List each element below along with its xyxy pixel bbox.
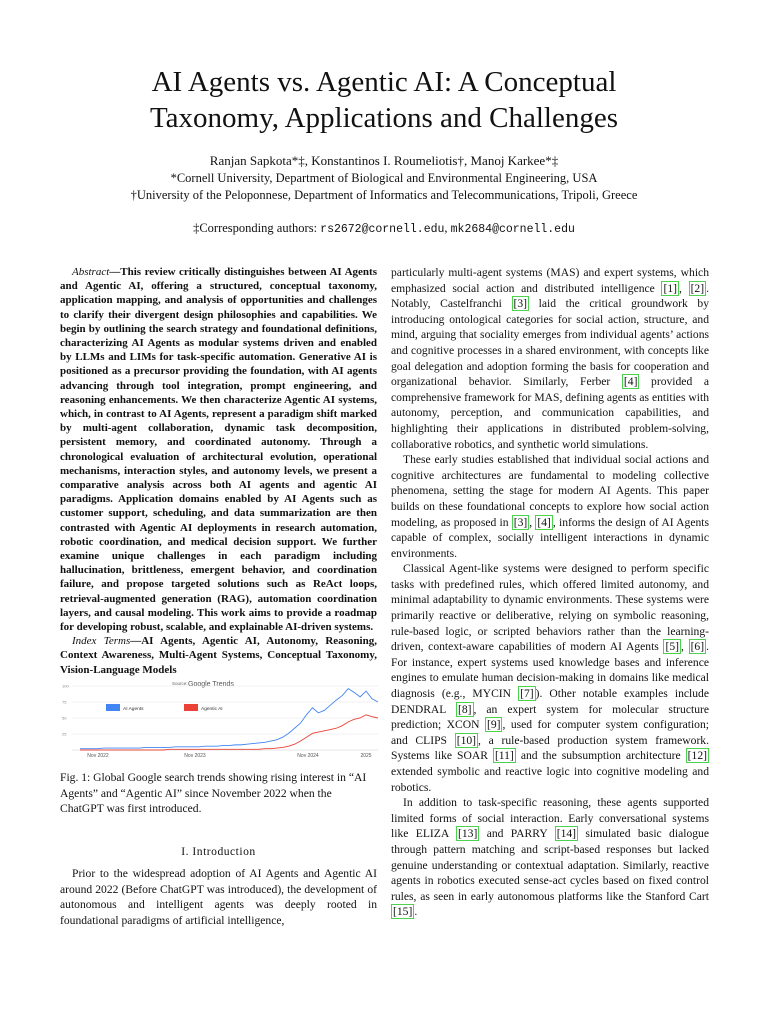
- abstract: [60, 265, 377, 634]
- paper-title: [0, 64, 768, 136]
- citation-link[interactable]: [6]: [690, 640, 705, 654]
- corresponding-authors: [0, 220, 768, 238]
- abstract-text: —This review critically distinguishes between AI Agents and Agentic AI, offering a structured, conceptual taxonomy, application mapping, and analysis of opportunities and challenges to clarify their divergent design philosophies and capabilities. We begin by outlining the search strategy and foundational definitions, characterizing AI Agents as modular systems driven and enabled by LLMs and LIMs for task-specific automation. Generative AI is positioned as a precursor providing the foundation, with AI agents advancing through tool integration, prompt engineering, and reasoning enhancements. We then characterize Agentic AI systems, which, in contrast to AI Agents, represent a paradigm shift marked by multi-agent collaboration, dynamic task decomposition, persistent memory, and coordinated autonomy. Through a chronological evaluation of architectural evolution, operational mechanisms, interaction styles, and autonomy levels, we present a comparative analysis across both AI agents and agentic AI paradigms. Application domains enabled by AI Agents such as customer support, scheduling, and data summarization are then contrasted with Agentic AI deployments in research automation, robotic coordination, and medical decision support. We further examine unique challenges in each paradigm including hallucination, brittleness, emergent behavior, and coordination failure, and propose targeted solutions such as ReAct loops, retrieval-augmented generation (RAG), automation coordination layers, and causal modeling. This work aims to provide a roadmap for developing robust, scalable, and explainable AI-driven systems.: [60, 266, 377, 634]
- legend-label: Agentic AI: [201, 707, 223, 712]
- x-tick-label: 2025: [360, 753, 372, 759]
- introduction-text: [60, 866, 377, 928]
- citation-link[interactable]: [3]: [513, 515, 528, 529]
- corresponding-label: ‡Corresponding authors:: [193, 221, 321, 235]
- citation-link[interactable]: [10]: [456, 733, 477, 747]
- email-separator: ,: [444, 221, 451, 235]
- google-trends-logo: Google Trends: [188, 681, 234, 688]
- author-list: Ranjan Sapkota*‡, Konstantinos I. Roumeliotis†, Manoj Karkee*‡: [209, 153, 559, 168]
- title-line-1: AI Agents vs. Agentic AI: A Conceptual: [151, 66, 617, 98]
- citation-link[interactable]: [11]: [494, 749, 514, 763]
- y-tick-label: 50: [62, 715, 67, 721]
- citation-link[interactable]: [4]: [623, 375, 638, 389]
- series-line: [80, 689, 378, 749]
- chart-legend: [106, 704, 223, 712]
- citation-link[interactable]: [14]: [556, 827, 577, 841]
- series-line: [80, 715, 378, 750]
- citation-link[interactable]: [15]: [393, 905, 413, 919]
- citation-link[interactable]: [1]: [663, 281, 677, 295]
- x-tick-label: Nov 2024: [297, 753, 319, 759]
- citation-link[interactable]: [3]: [513, 297, 528, 311]
- y-tick-label: 75: [62, 699, 67, 705]
- right-paragraph-1: particularly multi-agent systems (MAS) and expert systems, which emphasized social action and distributed intelligence [1] , [2] . Notably, Castelfranchi [3] laid the critical groundwork by introducing ontological categories for social action, structure, and mind, arguing that sociality emerges from individual agents’ actions and cognitive processes in a shared environment, with concepts like goal delegation and adoption forming the basis for cooperation and organizational behavior. Similarly, Ferber [4] provided a comprehensive framework for MAS, defining agents as entities with autonomy, perception, and communication capabilities, and highlighting their applications in distributed problem-solving, collaborative robotics, and synthetic world simulations.: [391, 266, 710, 451]
- trends-chart: [60, 676, 378, 764]
- google-trends-figure: [60, 676, 378, 764]
- left-column: [60, 265, 377, 677]
- y-tick-label: 100: [62, 683, 69, 689]
- right-paragraph-3: Classical Agent-like systems were designed to perform specific tasks with predefined rules, which offered limited autonomy, and minimal adaptability to dynamic environments. These systems were primarily reactive or deliberative, relying on symbolic reasoning, rule-based logic, or scripted behaviors rather than the learning-driven, context-aware capabilities of modern AI Agents [5] , [6] . For instance, expert systems used knowledge bases and inference engines to emulate human decision-making in domains like medical diagnosis (e.g., MYCIN [7] ). Other notable examples include DENDRAL [8] , an expert system for molecular structure prediction; XCON [9] , used for computer system configuration; and CLIPS [10] , a rule-based production system framework. Systems like SOAR [11] and the subsumption architecture [12] extended symbolic and reactive logic into cognitive modeling and robotics.: [391, 562, 710, 794]
- email-link-2[interactable]: mk2684@cornell.edu: [450, 223, 575, 236]
- index-terms-lead: Index Terms: [72, 635, 131, 648]
- x-tick-label: Nov 2022: [87, 753, 109, 759]
- chart-series: [80, 689, 378, 750]
- citation-link[interactable]: [9]: [486, 718, 501, 732]
- abstract-lead: Abstract: [72, 266, 110, 278]
- section-heading-introduction: I. Introduction: [181, 845, 256, 858]
- chart-x-ticks: [87, 753, 371, 759]
- legend-swatch: [106, 704, 120, 711]
- citation-link[interactable]: [7]: [520, 687, 534, 701]
- index-terms: [60, 634, 377, 677]
- legend-label: AI Agents: [123, 707, 144, 712]
- index-terms-text: —AI Agents, Agentic AI, Autonomy, Reasoning, Context Awareness, Multi-Agent Systems, Conceptual Taxonomy, Vision-Language Models: [60, 635, 377, 676]
- affiliation-peloponnese: †University of the Peloponnese, Department of Informatics and Telecommunications, Tripoli, Greece: [130, 188, 638, 202]
- affiliation-cornell: *Cornell University, Department of Biological and Environmental Engineering, USA: [170, 171, 598, 185]
- right-paragraph-2: These early studies established that individual social actions and cognitive architectures are fundamental to modeling collective phenomena, setting the stage for modern AI Agents. This paper builds on these foundational concepts to explore how social action modeling, as proposed in [3] , [4] , informs the design of AI Agents capable of complex, socially intelligent interactions in dynamic environments.: [391, 453, 710, 560]
- citation-link[interactable]: [5]: [665, 640, 679, 654]
- email-link-1[interactable]: rs2672@cornell.edu: [320, 223, 445, 236]
- chart-gridlines: [72, 686, 378, 750]
- right-paragraph-4: In addition to task-specific reasoning, these agents supported limited forms of social interaction. Early conversational systems like ELIZA [13] and PARRY [14] simulated basic dialogue through pattern matching and script-based responses but lacked genuine understanding or contextual adaptation. Similarly, reactive agents in robotics executed sense-act cycles based on fixed control rules, as seen in early autonomous platforms like the Stanford Cart [15] .: [391, 796, 709, 919]
- figure-caption: Fig. 1: Global Google search trends showing rising interest in “AI Agents” and “Agentic AI” since November 2022 when the ChatGPT was first introduced.: [60, 771, 367, 815]
- citation-link[interactable]: [12]: [687, 749, 707, 763]
- citation-link[interactable]: [4]: [537, 515, 551, 529]
- title-line-2: Taxonomy, Applications and Challenges: [149, 102, 619, 134]
- citation-link[interactable]: [2]: [690, 281, 705, 295]
- source-label: Source:: [172, 681, 188, 686]
- intro-paragraph-1: Prior to the widespread adoption of AI Agents and Agentic AI around 2022 (Before ChatGPT was introduced), the development of autonomous and intelligent agents was deeply rooted in foundational paradigms of artificial intelligence,: [60, 867, 377, 927]
- chart-y-ticks: [62, 684, 69, 737]
- right-column: [391, 265, 709, 920]
- legend-swatch: [184, 704, 198, 711]
- citation-link[interactable]: [13]: [457, 827, 478, 841]
- citation-link[interactable]: [8]: [457, 702, 472, 716]
- y-tick-label: 25: [62, 731, 67, 737]
- x-tick-label: Nov 2023: [184, 753, 206, 759]
